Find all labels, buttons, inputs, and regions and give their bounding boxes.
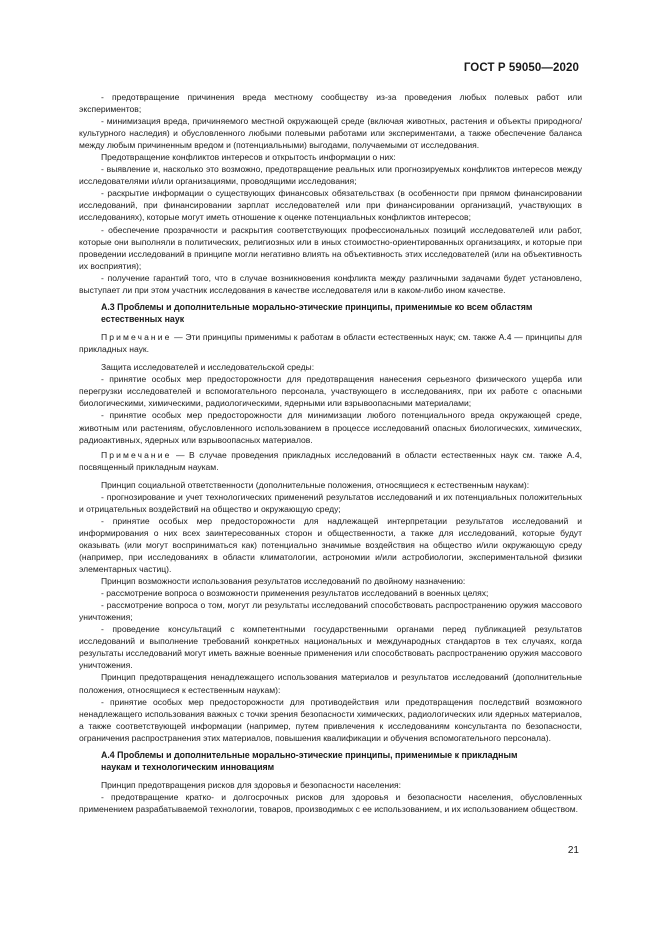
paragraph: - прогнозирование и учет технологических применений результатов исследований и их потенциальных положительных и отрицательных воздействий на общество и окружающую среду; — [79, 491, 582, 514]
page-number: 21 — [567, 845, 579, 856]
section-heading-line: А.3 Проблемы и дополнительные морально-этические принципы, применимые ко всем областям — [101, 301, 533, 312]
paragraph: - получение гарантий того, что в случае возникновения конфликта между различными задачами будет установлено, выступает ли при этом участник исследования в качестве исследователя или в каком-либо ином качестве. — [79, 272, 582, 295]
paragraph: - принятие особых мер предосторожности для предотвращения нанесения серьезного физического ущерба или перегрузки исследователей и вспомогательного персонала, участвующего в исследованиях, при их работе с опасными биологическими, химическими, радиологическими, ядерными или взрывоопасными материалами; — [79, 374, 582, 409]
section-heading-line: наукам и технологическим инновациям — [101, 761, 275, 772]
paragraph: - принятие особых мер предосторожности для минимизации любого потенциального вреда окружающей среде, животным или растениям, обусловленного использованием в процессе исследований опасных биологических, химических, радиоактивных, ядерных или взрывоопасных материалов. — [79, 410, 582, 445]
paragraph: - принятие особых мер предосторожности для надлежащей интерпретации результатов исследований и информирования о них всех заинтересованных сторон и общественности, а также для исследований, которые будут оказывать (или могут восприниматься как) потенциально значимые воздействия на общество и/или окружающую среду (например, при исследованиях в области климатологии, астрономии и/или астробиологии, экспериментальной физики элементарных частиц). — [79, 515, 582, 575]
paragraph: - рассмотрение вопроса о том, могут ли результаты исследований способствовать распространению оружия массового уничтожения; — [79, 600, 582, 623]
paragraph: - проведение консультаций с компетентными государственными органами перед публикацией результатов исследований и выполнение требований конкретных национальных и международных стандартов в тех случаях, когда результаты исследований могут иметь важные военные применения или способствовать распространению оружия массового уничтожения. — [79, 624, 582, 671]
paragraph: - выявление и, насколько это возможно, предотвращение реальных или прогнозируемых конфликтов интересов между исследователями и/или организациями, проводящими исследования; — [79, 164, 582, 187]
document-id-header: ГОСТ Р 59050—2020 — [463, 62, 579, 74]
paragraph: Принцип предотвращения рисков для здоровья и безопасности населения: — [101, 780, 401, 791]
section-heading-line: естественных наук — [101, 314, 185, 324]
paragraph: Принцип предотвращения ненадлежащего использования материалов и результатов исследований (дополнительные положения, относящиеся к естественным наукам): — [79, 672, 582, 695]
paragraph: Принцип социальной ответственности (дополнительные положения, относящиеся к естественным наукам): — [101, 479, 530, 490]
section-heading-a3 — [79, 301, 582, 325]
paragraph: - предотвращение причинения вреда местному сообществу из-за проведения любых полевых работ или экспериментов; — [79, 92, 582, 115]
paragraph: - предотвращение кратко- и долгосрочных рисков для здоровья и безопасности населения, обусловленных применением разрабатываемой технологии, товаров, производимых с ее использованием, и их использованием обществом. — [79, 792, 582, 815]
section-heading-line: А.4 Проблемы и дополнительные морально-этические принципы, применимые к прикладным — [101, 749, 518, 760]
paragraph: - обеспечение прозрачности и раскрытия соответствующих профессиональных позиций исследователей или работ, которые они выполняли в политических, религиозных или в иных стоимостно-ориентированных организациях, и которые при проведении исследований в принципе могли негативно влиять на объективность этих исследователей (или на объективность их восприятия); — [79, 224, 582, 271]
note — [79, 331, 582, 355]
note — [79, 449, 582, 473]
document-body — [79, 91, 582, 815]
section-heading-a4 — [79, 749, 582, 773]
paragraph: Защита исследователей и исследовательской среды: — [101, 362, 315, 373]
paragraph: Принцип возможности использования результатов исследований по двойному назначению: — [101, 576, 466, 587]
paragraph: - раскрытие информации о существующих финансовых обязательствах (в особенности при прямом финансировании исследований, при финансировании зарплат исследователей или при финансировании организаций, участвующих в исследованиях), которые могут иметь отношение к оценке потенциальных конфликтов интересов; — [79, 188, 582, 223]
note-label: Примечание — [101, 332, 172, 343]
paragraph: - рассмотрение вопроса о возможности применения результатов исследований в военных целях; — [101, 588, 489, 599]
note-label: Примечание — [101, 449, 172, 460]
paragraph: - минимизация вреда, причиняемого местной окружающей среде (включая животных, растения и объекты природного/культурного наследия) и обусловленного любыми полевыми работами или экспериментами, а также обеспечение баланса между любым причиненным вредом и (потенциальными) выгодами, получаемыми от исследования. — [79, 116, 582, 151]
paragraph: Предотвращение конфликтов интересов и открытость информации о них: — [101, 152, 396, 163]
note-text: — Эти принципы применимы к работам в области естественных наук; см. также А.4 — принципы для прикладных наук. — [79, 332, 582, 355]
paragraph: - принятие особых мер предосторожности для противодействия или предотвращения последствий возможного ненадлежащего использования важных с точки зрения безопасности химических, радиологических или ядерных материалов, а также соответствующей информации (например, путем привлечения к исследованиям консультанта по безопасности, ограничения распространения этих материалов, повышения квалификации и обучения вспомогательного персонала). — [79, 696, 582, 743]
note-text: — В случае проведения прикладных исследований в области естественных наук см. также А.4, посвященный прикладным наукам. — [79, 449, 582, 472]
